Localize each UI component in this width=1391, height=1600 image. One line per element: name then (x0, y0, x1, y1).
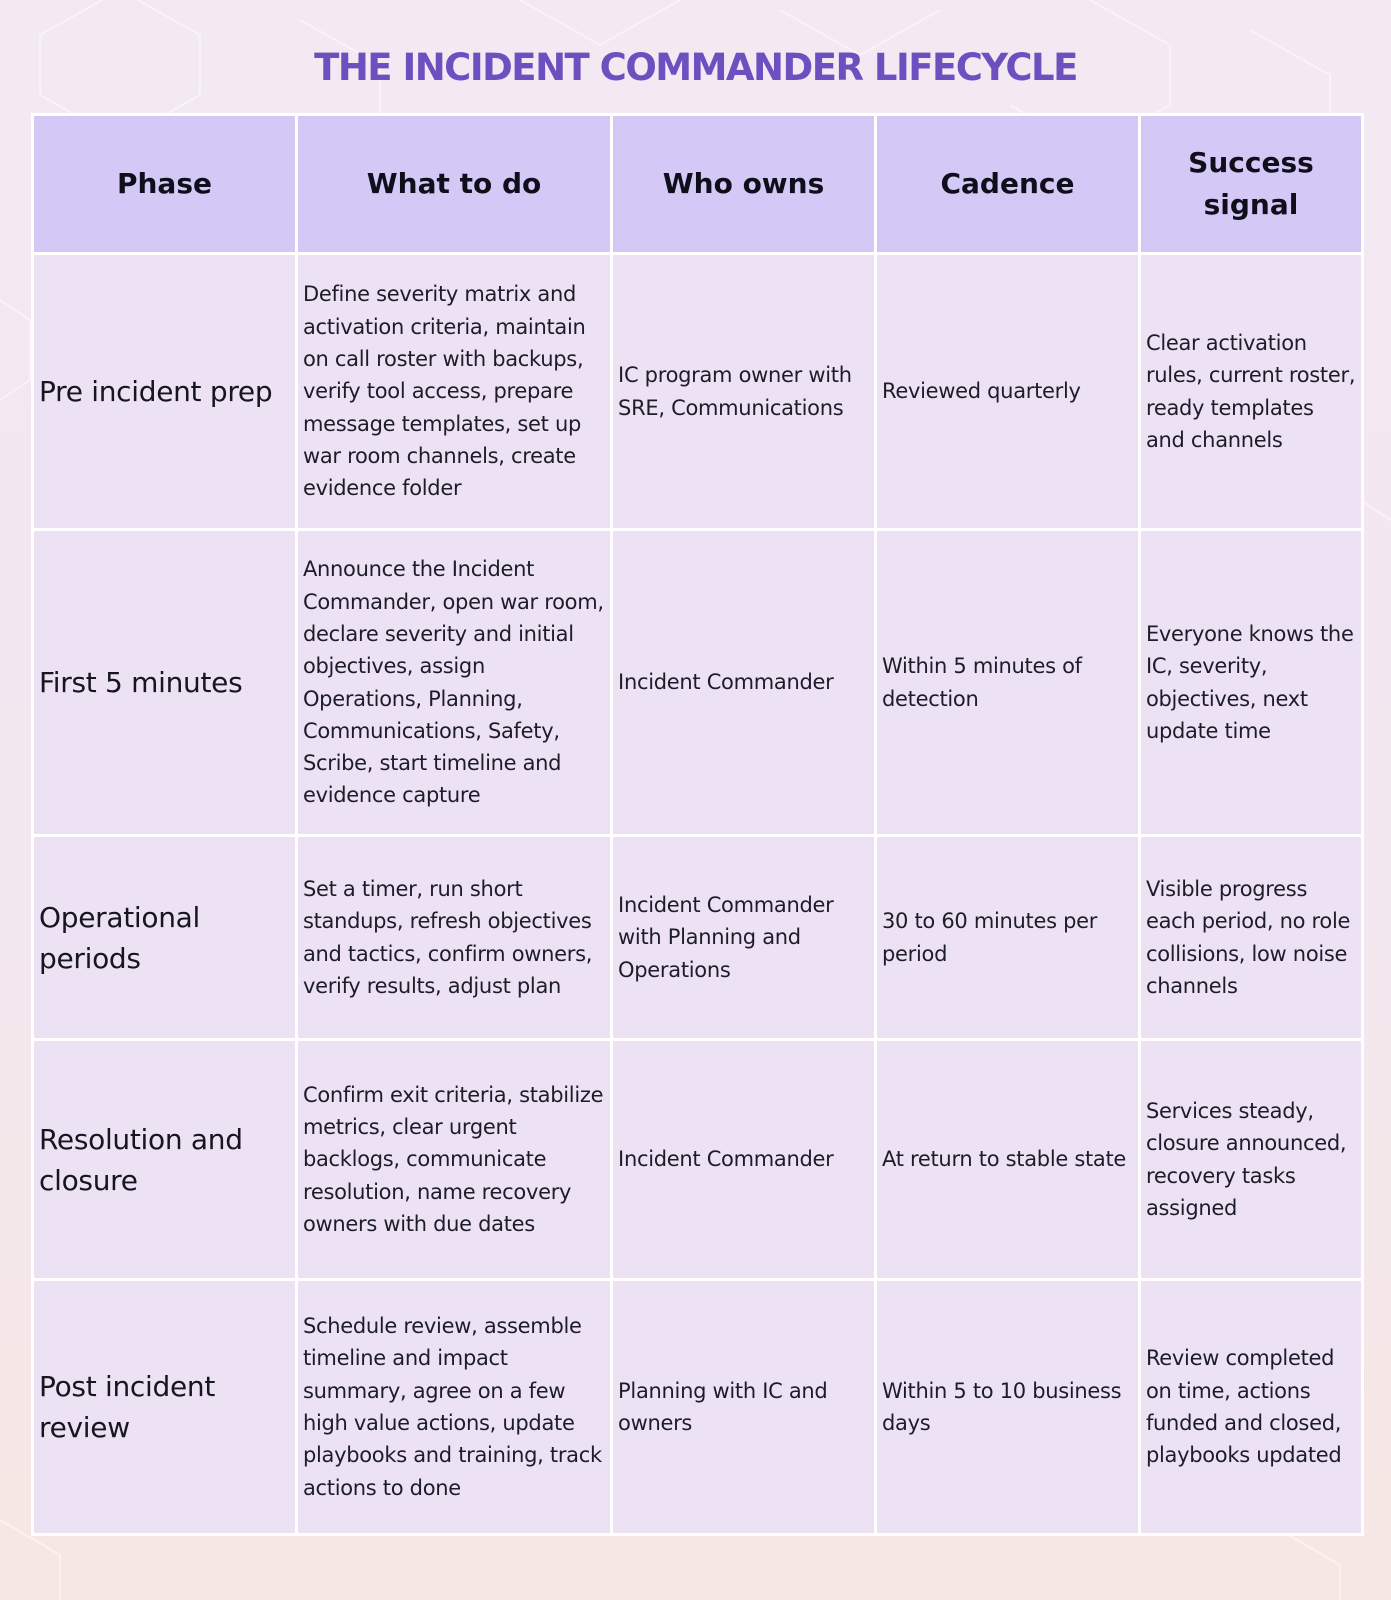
success-signal-cell: Everyone knows the IC, severity, objectives, next update time (1139, 530, 1362, 836)
success-signal-cell: Review completed on time, actions funded and closed, playbooks updated (1139, 1280, 1362, 1535)
cadence-cell: At return to stable state (876, 1040, 1140, 1280)
who-owns-cell: Incident Commander with Planning and Operations (612, 836, 876, 1040)
who-owns-cell: Incident Commander (612, 530, 876, 836)
cadence-cell: Reviewed quarterly (876, 254, 1140, 530)
what-to-do-cell: Define severity matrix and activation criteria, maintain on call roster with backups, verify tool access, prepare message templates, set up war room channels, create evidence folder (296, 254, 611, 530)
what-to-do-cell: Confirm exit criteria, stabilize metrics, clear urgent backlogs, communicate resolution, name recovery owners with due dates (296, 1040, 611, 1280)
table-row (33, 530, 1363, 836)
table-row (33, 1280, 1363, 1535)
success-signal-cell: Services steady, closure announced, recovery tasks assigned (1139, 1040, 1362, 1280)
what-to-do-cell: Announce the Incident Commander, open war room, declare severity and initial objectives, assign Operations, Planning, Communications, Safety, Scribe, start timeline and evidence capture (296, 530, 611, 836)
phase-cell: Operational periods (33, 836, 297, 1040)
column-header-what-to-do: What to do (296, 115, 611, 254)
what-to-do-cell: Schedule review, assemble timeline and impact summary, agree on a few high value actions, update playbooks and training, track actions to done (296, 1280, 611, 1535)
phase-cell: Post incident review (33, 1280, 297, 1535)
what-to-do-cell: Set a timer, run short standups, refresh objectives and tactics, confirm owners, verify results, adjust plan (296, 836, 611, 1040)
who-owns-cell: Incident Commander (612, 1040, 876, 1280)
column-header-phase: Phase (33, 115, 297, 254)
page-title: THE INCIDENT COMMANDER LIFECYCLE (314, 46, 1077, 89)
table-row (33, 1040, 1363, 1280)
table-row (33, 836, 1363, 1040)
success-signal-cell: Clear activation rules, current roster, ready templates and channels (1139, 254, 1362, 530)
column-header-success-signal: Success signal (1139, 115, 1362, 254)
phase-cell: Resolution and closure (33, 1040, 297, 1280)
phase-cell: First 5 minutes (33, 530, 297, 836)
column-header-cadence: Cadence (876, 115, 1140, 254)
cadence-cell: Within 5 minutes of detection (876, 530, 1140, 836)
table-header-row (33, 115, 1363, 254)
phase-cell: Pre incident prep (33, 254, 297, 530)
table-row (33, 254, 1363, 530)
who-owns-cell: Planning with IC and owners (612, 1280, 876, 1535)
who-owns-cell: IC program owner with SRE, Communications (612, 254, 876, 530)
lifecycle-table (31, 113, 1364, 1536)
success-signal-cell: Visible progress each period, no role collisions, low noise channels (1139, 836, 1362, 1040)
cadence-cell: 30 to 60 minutes per period (876, 836, 1140, 1040)
lifecycle-table-container (31, 113, 1364, 1536)
column-header-who-owns: Who owns (612, 115, 876, 254)
cadence-cell: Within 5 to 10 business days (876, 1280, 1140, 1535)
